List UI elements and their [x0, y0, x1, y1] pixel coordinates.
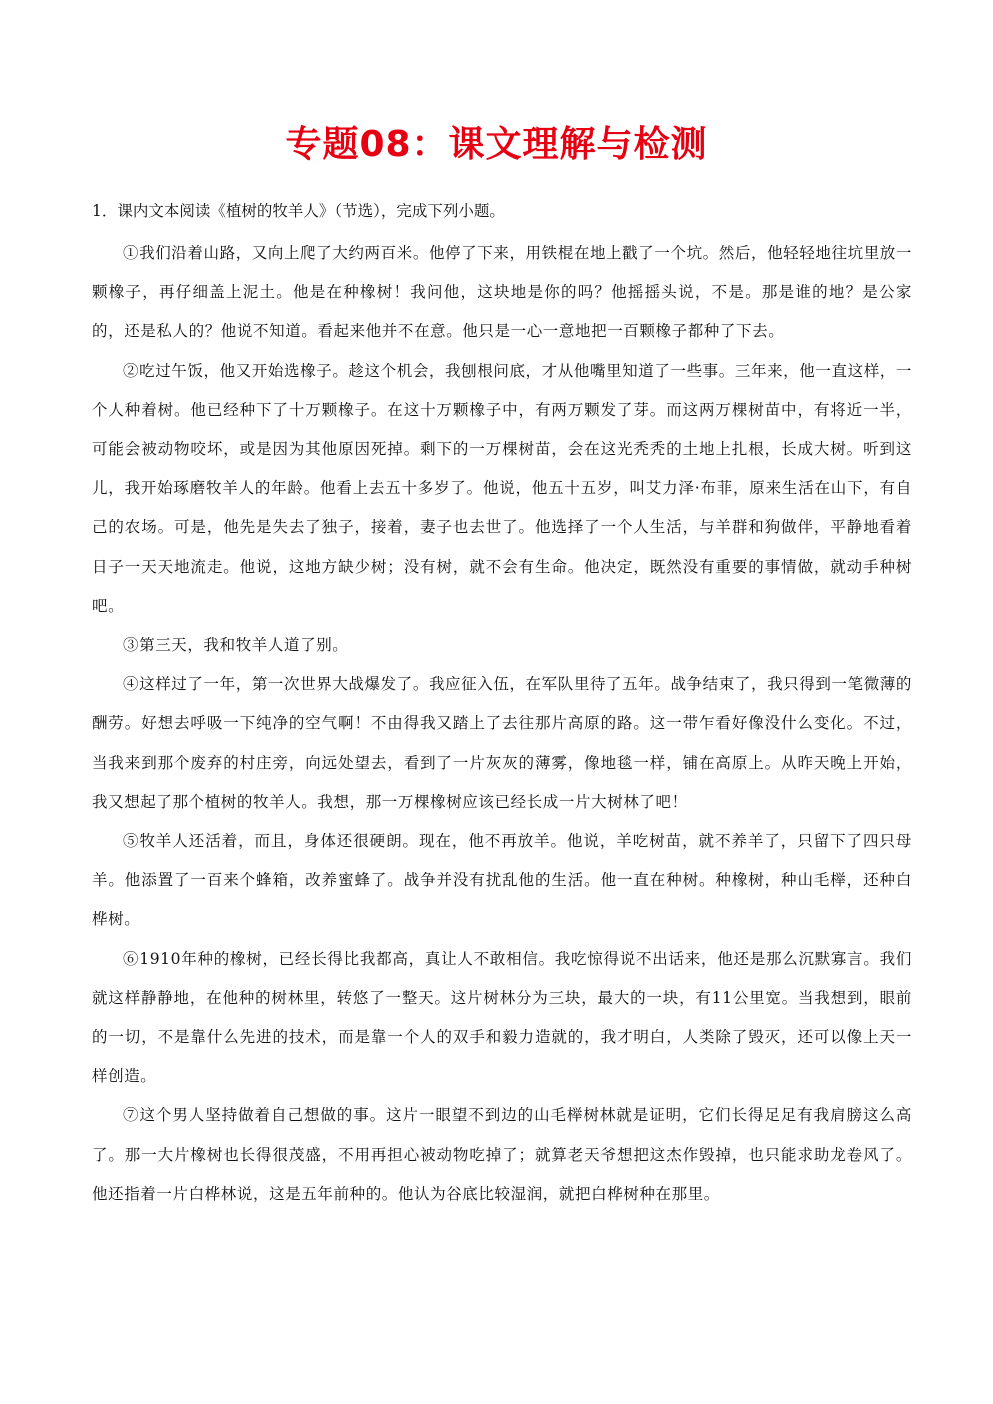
paragraph-7: ⑦这个男人坚持做着自己想做的事。这片一眼望不到边的山毛榉树林就是证明，它们长得足足有我肩膀这么高了。那一大片橡树也长得很茂盛，不用再担心被动物吃掉了；就算老天爷想把这杰作毁掉，也只能求助龙卷风了。他还指着一片白桦林说，这是五年前种的。他认为谷底比较湿润，就把白桦树种在那里。 — [92, 1106, 912, 1203]
paragraph-3: ③第三天，我和牧羊人道了别。 — [123, 636, 349, 655]
paragraph-2: ②吃过午饭，他又开始选橡子。趁这个机会，我刨根问底，才从他嘴里知道了一些事。三年来，他一直这样，一个人种着树。他已经种下了十万颗橡子。在这十万颗橡子中，有两万颗发了芽。而这两万棵树苗中，有将近一半，可能会被动物咬坏，或是因为其他原因死掉。剩下的一万棵树苗，会在这光秃秃的土地上扎根，长成大树。听到这儿，我开始琢磨牧羊人的年龄。他看上去五十多岁了。他说，他五十五岁，叫艾力泽·布菲，原来生活在山下，有自己的农场。可是，他先是失去了独子，接着，妻子也去世了。他选择了一个人生活，与羊群和狗做伴，平静地看着日子一天天地流走。他说，这地方缺少树；没有树，就不会有生命。他决定，既然没有重要的事情做，就动手种树吧。 — [92, 361, 912, 615]
paragraph-5: ⑤牧羊人还活着，而且，身体还很硬朗。现在，他不再放羊。他说，羊吃树苗，就不养羊了，只留下了四只母羊。他添置了一百来个蜂箱，改养蜜蜂了。战争并没有扰乱他的生活。他一直在种树。种橡树，种山毛榉，还种白桦树。 — [92, 832, 912, 929]
question-prompt: 1．课内文本阅读《植树的牧羊人》（节选），完成下列小题。 — [92, 202, 505, 220]
paragraph-1: ①我们沿着山路，又向上爬了大约两百米。他停了下来，用铁棍在地上戳了一个坑。然后，他轻轻地往坑里放一颗橡子，再仔细盖上泥土。他是在种橡树！我问他，这块地是你的吗？他摇摇头说，不是。那是谁的地？是公家的，还是私人的？他说不知道。看起来他并不在意。他只是一心一意地把一百颗橡子都种了下去。 — [92, 244, 912, 341]
page-title: 专题08：课文理解与检测 — [285, 124, 708, 165]
reading-content — [92, 196, 912, 1214]
paragraph-6: ⑥1910年种的橡树，已经长得比我都高，真让人不敢相信。我吃惊得说不出话来，他还是那么沉默寡言。我们就这样静静地，在他种的树林里，转悠了一整天。这片树林分为三块，最大的一块，有11公里宽。当我想到，眼前的一切，不是靠什么先进的技术，而是靠一个人的双手和毅力造就的，我才明白，人类除了毁灭，还可以像上天一样创造。 — [92, 949, 912, 1086]
paragraph-4: ④这样过了一年，第一次世界大战爆发了。我应征入伍，在军队里待了五年。战争结束了，我只得到一笔微薄的酬劳。好想去呼吸一下纯净的空气啊！不由得我又踏上了去往那片高原的路。这一带乍看好像没什么变化。不过，当我来到那个废弃的村庄旁，向远处望去，看到了一片灰灰的薄雾，像地毯一样，铺在高原上。从昨天晚上开始，我又想起了那个植树的牧羊人。我想，那一万棵橡树应该已经长成一片大树林了吧！ — [92, 675, 912, 811]
